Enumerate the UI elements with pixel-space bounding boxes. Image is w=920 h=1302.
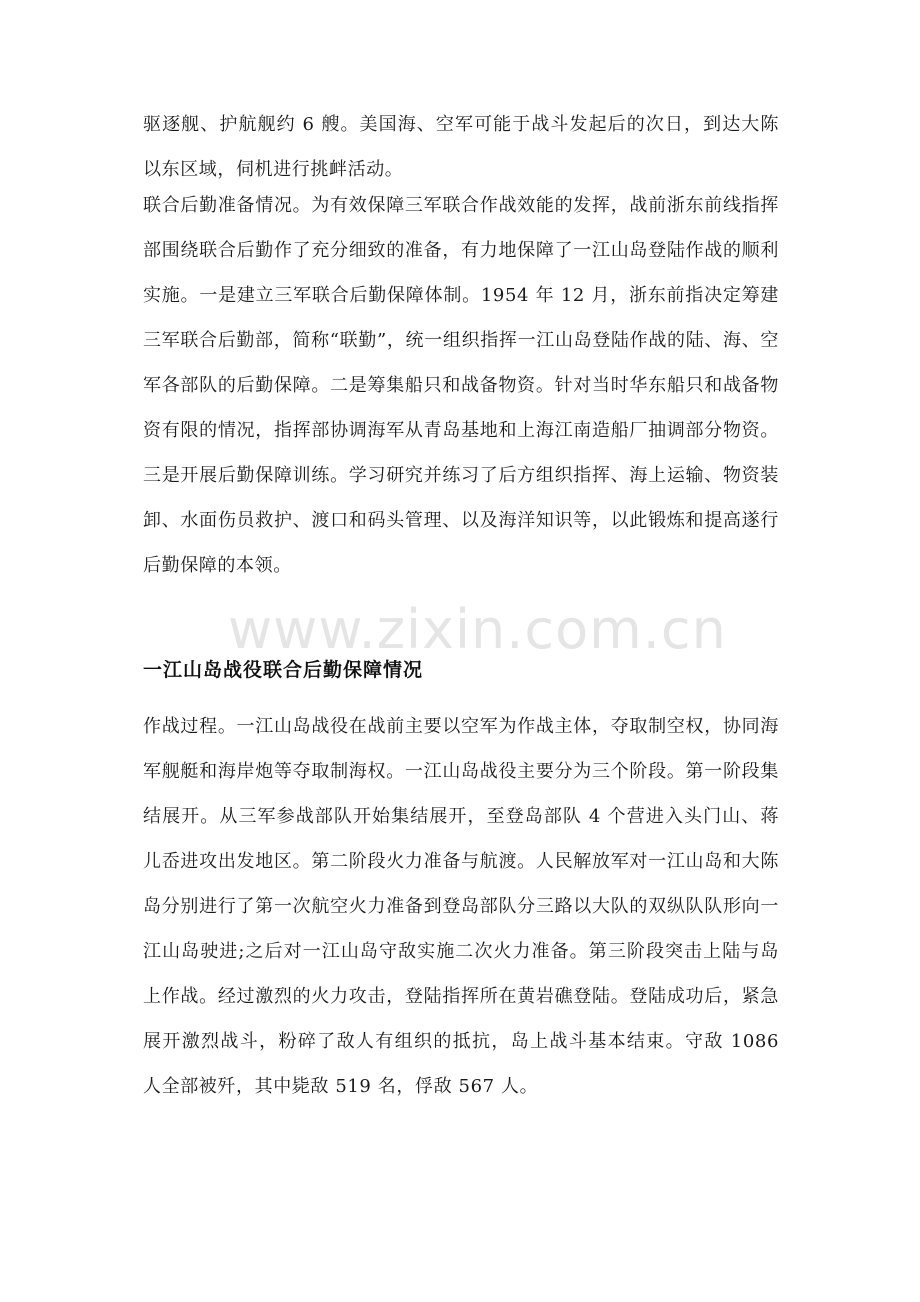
section-heading: 一江山岛战役联合后勤保障情况 (143, 659, 424, 681)
paragraph-battle-process: 作战过程。一江山岛战役在战前主要以空军为作战主体，夺取制空权，协同海军舰艇和海岸炮等夺取制海权。一江山岛战役主要分为三个阶段。第一阶段集结展开。从三军参战部队开始集结展开，至登岛部队 4 个营进入头门山、蒋儿岙进攻出发地区。第二阶段火力准备与航渡。人民解放军对一江山岛和大陈岛分别进行了第一次航空火力准备到登岛部队分三路以大队的双纵队队形向一江山岛驶进;之后对一江山岛守敌实施二次火力准备。第三阶段突击上陆与岛上作战。经过激烈的火力攻击，登陆指挥所在黄岩礁登陆。登陆成功后，紧急展开激烈战斗，粉碎了敌人有组织的抵抗，岛上战斗基本结束。守敌 1086 人全部被歼，其中毙敌 519 名，俘敌 567 人。 (143, 716, 779, 1097)
paragraph-logistics-preparation: 联合后勤准备情况。为有效保障三军联合作战效能的发挥，战前浙东前线指挥部围绕联合后勤作了充分细致的准备，有力地保障了一江山岛登陆作战的顺利实施。一是建立三军联合后勤保障体制。1954 年 12 月，浙东前指决定筹建三军联合后勤部，简称“联勤”，统一组织指挥一江山岛登陆作战的陆、海、空军各部队的后勤保障。二是筹集船只和战备物资。针对当时华东船只和战备物资有限的情况，指挥部协调海军从青岛基地和上海江南造船厂抽调部分物资。三是开展后勤保障训练。学习研究并练习了后方组织指挥、海上运输、物资装卸、水面伤员救护、渡口和码头管理、以及海洋知识等，以此锻炼和提高遂行后勤保障的本领。 (143, 195, 779, 576)
watermark-text: www.zixin.com.cn (228, 598, 727, 661)
paragraph-us-forces: 驱逐舰、护航舰约 6 艘。美国海、空军可能于战斗发起后的次日，到达大陈以东区域，伺机进行挑衅活动。 (143, 114, 779, 180)
